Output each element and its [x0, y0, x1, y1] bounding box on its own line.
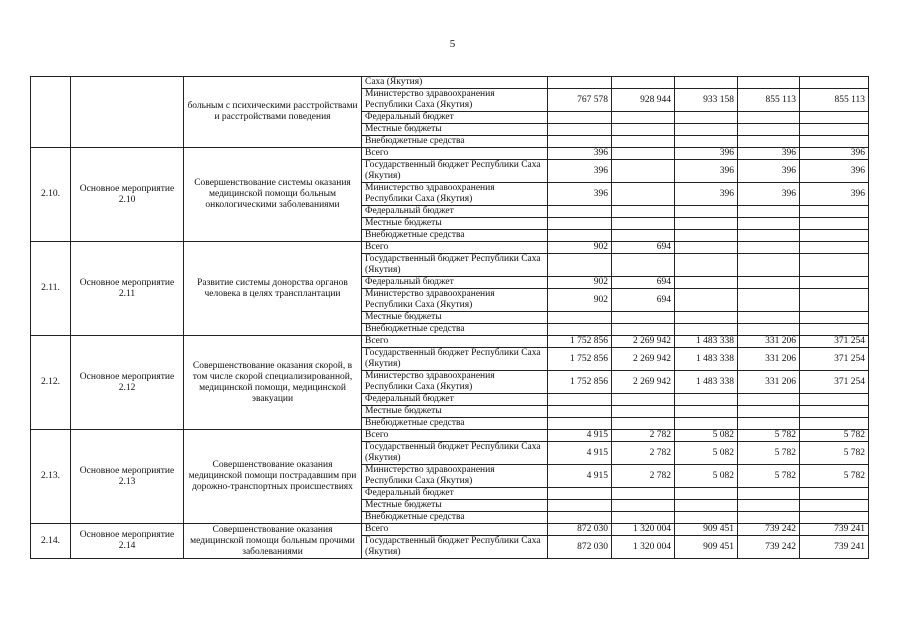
amount-cell: 396 — [675, 183, 738, 206]
block-description: Совершенствование оказания медицинской помощи пострадавшим при дорожно-транспортных происшествиях — [184, 430, 362, 524]
amount-cell — [612, 124, 675, 136]
amount-cell: 909 451 — [675, 536, 738, 559]
amount-cell — [738, 289, 800, 312]
amount-cell — [612, 183, 675, 206]
amount-cell — [675, 254, 738, 277]
amount-cell: 928 944 — [612, 89, 675, 112]
table-row — [31, 148, 869, 160]
amount-cell — [675, 124, 738, 136]
amount-cell — [612, 406, 675, 418]
amount-cell: 396 — [738, 160, 800, 183]
amount-cell — [612, 488, 675, 500]
amount-cell — [800, 112, 869, 124]
block-event: Основное мероприятие 2.14 — [71, 524, 184, 559]
amount-cell — [548, 206, 612, 218]
amount-cell: 855 113 — [800, 89, 869, 112]
amount-cell — [800, 418, 869, 430]
amount-cell: 4 915 — [548, 442, 612, 465]
block-number — [31, 77, 71, 148]
amount-cell — [612, 312, 675, 324]
block-number: 2.10. — [31, 148, 71, 242]
amount-cell: 2 269 942 — [612, 336, 675, 348]
amount-cell — [548, 418, 612, 430]
funding-source: Местные бюджеты — [362, 500, 548, 512]
block-number: 2.13. — [31, 430, 71, 524]
amount-cell: 694 — [612, 277, 675, 289]
amount-cell — [800, 488, 869, 500]
amount-cell — [612, 148, 675, 160]
funding-source: Федеральный бюджет — [362, 488, 548, 500]
amount-cell — [800, 230, 869, 242]
amount-cell — [548, 230, 612, 242]
amount-cell: 2 782 — [612, 465, 675, 488]
amount-cell — [738, 512, 800, 524]
amount-cell: 371 254 — [800, 371, 869, 394]
funding-source: Министерство здравоохранения Республики Саха (Якутия) — [362, 183, 548, 206]
amount-cell: 872 030 — [548, 536, 612, 559]
amount-cell — [612, 230, 675, 242]
funding-source: Всего — [362, 336, 548, 348]
amount-cell — [548, 500, 612, 512]
amount-cell — [738, 500, 800, 512]
amount-cell — [675, 206, 738, 218]
amount-cell — [738, 394, 800, 406]
amount-cell — [738, 254, 800, 277]
funding-source: Государственный бюджет Республики Саха (Якутия) — [362, 348, 548, 371]
amount-cell: 902 — [548, 289, 612, 312]
amount-cell — [800, 242, 869, 254]
amount-cell — [612, 500, 675, 512]
amount-cell — [800, 206, 869, 218]
amount-cell: 4 915 — [548, 430, 612, 442]
amount-cell — [675, 500, 738, 512]
funding-source: Внебюджетные средства — [362, 418, 548, 430]
amount-cell: 5 782 — [738, 442, 800, 465]
funding-source: Федеральный бюджет — [362, 394, 548, 406]
amount-cell — [612, 136, 675, 148]
amount-cell — [612, 254, 675, 277]
amount-cell: 396 — [675, 148, 738, 160]
amount-cell: 396 — [548, 160, 612, 183]
amount-cell: 767 578 — [548, 89, 612, 112]
amount-cell — [612, 512, 675, 524]
funding-source: Внебюджетные средства — [362, 230, 548, 242]
amount-cell — [800, 254, 869, 277]
amount-cell — [800, 77, 869, 89]
amount-cell: 396 — [548, 148, 612, 160]
funding-source: Государственный бюджет Республики Саха (Якутия) — [362, 160, 548, 183]
funding-source: Местные бюджеты — [362, 406, 548, 418]
amount-cell — [738, 77, 800, 89]
amount-cell: 739 241 — [800, 524, 869, 536]
amount-cell: 1 483 338 — [675, 348, 738, 371]
amount-cell — [675, 136, 738, 148]
amount-cell: 909 451 — [675, 524, 738, 536]
amount-cell: 1 752 856 — [548, 336, 612, 348]
amount-cell — [738, 230, 800, 242]
amount-cell — [800, 406, 869, 418]
amount-cell — [738, 136, 800, 148]
funding-source: Всего — [362, 148, 548, 160]
amount-cell: 933 158 — [675, 89, 738, 112]
amount-cell: 331 206 — [738, 348, 800, 371]
amount-cell: 5 082 — [675, 430, 738, 442]
amount-cell — [548, 218, 612, 230]
amount-cell: 396 — [738, 183, 800, 206]
block-description: Совершенствование оказания медицинской помощи больным прочими заболеваниями — [184, 524, 362, 559]
amount-cell: 1 752 856 — [548, 371, 612, 394]
amount-cell: 739 242 — [738, 524, 800, 536]
amount-cell: 1 320 004 — [612, 536, 675, 559]
page-number: 5 — [449, 38, 456, 50]
table-row — [31, 430, 869, 442]
block-description: Совершенствование оказания скорой, в том числе скорой специализированной, медицинской помощи, медицинской эвакуации — [184, 336, 362, 430]
funding-source: Внебюджетные средства — [362, 136, 548, 148]
amount-cell — [800, 312, 869, 324]
amount-cell — [675, 277, 738, 289]
amount-cell — [675, 324, 738, 336]
amount-cell: 396 — [675, 160, 738, 183]
amount-cell — [612, 77, 675, 89]
amount-cell — [738, 406, 800, 418]
amount-cell — [675, 394, 738, 406]
amount-cell — [548, 112, 612, 124]
amount-cell — [612, 418, 675, 430]
amount-cell — [800, 136, 869, 148]
amount-cell — [800, 512, 869, 524]
amount-cell: 5 082 — [675, 442, 738, 465]
amount-cell — [548, 77, 612, 89]
amount-cell — [800, 124, 869, 136]
amount-cell — [675, 488, 738, 500]
amount-cell: 5 782 — [800, 430, 869, 442]
amount-cell: 2 269 942 — [612, 371, 675, 394]
amount-cell — [675, 242, 738, 254]
amount-cell — [548, 312, 612, 324]
funding-source: Министерство здравоохранения Республики Саха (Якутия) — [362, 371, 548, 394]
amount-cell: 1 752 856 — [548, 348, 612, 371]
funding-source: Государственный бюджет Республики Саха (Якутия) — [362, 442, 548, 465]
amount-cell: 331 206 — [738, 371, 800, 394]
amount-cell — [675, 512, 738, 524]
amount-cell — [612, 218, 675, 230]
funding-source: Саха (Якутия) — [362, 77, 548, 89]
amount-cell — [548, 394, 612, 406]
block-event — [71, 77, 184, 148]
amount-cell — [675, 406, 738, 418]
amount-cell — [548, 136, 612, 148]
amount-cell — [738, 418, 800, 430]
block-event: Основное мероприятие 2.12 — [71, 336, 184, 430]
amount-cell — [675, 418, 738, 430]
amount-cell: 396 — [800, 160, 869, 183]
amount-cell — [738, 112, 800, 124]
amount-cell — [738, 324, 800, 336]
amount-cell — [612, 324, 675, 336]
amount-cell: 331 206 — [738, 336, 800, 348]
amount-cell — [738, 218, 800, 230]
amount-cell: 396 — [738, 148, 800, 160]
amount-cell — [800, 324, 869, 336]
amount-cell: 371 254 — [800, 348, 869, 371]
amount-cell: 396 — [800, 148, 869, 160]
amount-cell — [548, 488, 612, 500]
amount-cell — [548, 124, 612, 136]
block-description: Развитие системы донорства органов человека в целях трансплантации — [184, 242, 362, 336]
block-description: больным с психическими расстройствами и расстройствами поведения — [184, 77, 362, 148]
table-row — [31, 77, 869, 89]
amount-cell: 1 483 338 — [675, 371, 738, 394]
amount-cell — [548, 406, 612, 418]
amount-cell — [612, 112, 675, 124]
funding-source: Федеральный бюджет — [362, 112, 548, 124]
amount-cell: 739 241 — [800, 536, 869, 559]
block-event: Основное мероприятие 2.11 — [71, 242, 184, 336]
amount-cell: 902 — [548, 242, 612, 254]
amount-cell — [738, 206, 800, 218]
block-description: Совершенствование системы оказания медицинской помощи больным онкологическими заболеваниями — [184, 148, 362, 242]
amount-cell: 4 915 — [548, 465, 612, 488]
table-row — [31, 524, 869, 536]
funding-source: Всего — [362, 242, 548, 254]
funding-source: Министерство здравоохранения Республики Саха (Якутия) — [362, 89, 548, 112]
amount-cell — [548, 254, 612, 277]
amount-cell: 2 269 942 — [612, 348, 675, 371]
amount-cell: 855 113 — [738, 89, 800, 112]
funding-source: Федеральный бюджет — [362, 277, 548, 289]
amount-cell: 1 483 338 — [675, 336, 738, 348]
block-number: 2.14. — [31, 524, 71, 559]
amount-cell — [548, 512, 612, 524]
amount-cell — [675, 218, 738, 230]
funding-source: Государственный бюджет Республики Саха (Якутия) — [362, 254, 548, 277]
amount-cell — [738, 242, 800, 254]
funding-source: Внебюджетные средства — [362, 324, 548, 336]
amount-cell: 694 — [612, 242, 675, 254]
amount-cell — [675, 289, 738, 312]
amount-cell: 739 242 — [738, 536, 800, 559]
funding-source: Всего — [362, 524, 548, 536]
funding-source: Местные бюджеты — [362, 218, 548, 230]
funding-source: Государственный бюджет Республики Саха (Якутия) — [362, 536, 548, 559]
amount-cell — [675, 312, 738, 324]
funding-source: Местные бюджеты — [362, 312, 548, 324]
amount-cell — [800, 500, 869, 512]
funding-source: Всего — [362, 430, 548, 442]
funding-source: Внебюджетные средства — [362, 512, 548, 524]
amount-cell: 5 782 — [738, 430, 800, 442]
amount-cell — [612, 160, 675, 183]
funding-source: Федеральный бюджет — [362, 206, 548, 218]
amount-cell — [800, 218, 869, 230]
amount-cell — [612, 206, 675, 218]
amount-cell: 5 782 — [800, 465, 869, 488]
amount-cell: 694 — [612, 289, 675, 312]
amount-cell — [800, 277, 869, 289]
amount-cell: 5 782 — [800, 442, 869, 465]
table-row — [31, 242, 869, 254]
amount-cell: 5 782 — [738, 465, 800, 488]
amount-cell: 902 — [548, 277, 612, 289]
amount-cell — [800, 289, 869, 312]
amount-cell — [738, 312, 800, 324]
amount-cell — [738, 277, 800, 289]
block-event: Основное мероприятие 2.10 — [71, 148, 184, 242]
amount-cell — [675, 230, 738, 242]
table-row — [31, 336, 869, 348]
amount-cell — [738, 488, 800, 500]
amount-cell: 396 — [800, 183, 869, 206]
amount-cell: 2 782 — [612, 442, 675, 465]
block-event: Основное мероприятие 2.13 — [71, 430, 184, 524]
funding-source: Министерство здравоохранения Республики Саха (Якутия) — [362, 465, 548, 488]
budget-table — [30, 76, 869, 559]
amount-cell: 396 — [548, 183, 612, 206]
amount-cell: 5 082 — [675, 465, 738, 488]
amount-cell — [738, 124, 800, 136]
block-number: 2.12. — [31, 336, 71, 430]
funding-source: Местные бюджеты — [362, 124, 548, 136]
amount-cell — [675, 77, 738, 89]
amount-cell — [800, 394, 869, 406]
amount-cell — [548, 324, 612, 336]
block-number: 2.11. — [31, 242, 71, 336]
amount-cell: 872 030 — [548, 524, 612, 536]
funding-source: Министерство здравоохранения Республики Саха (Якутия) — [362, 289, 548, 312]
amount-cell: 371 254 — [800, 336, 869, 348]
amount-cell — [612, 394, 675, 406]
amount-cell: 2 782 — [612, 430, 675, 442]
amount-cell — [675, 112, 738, 124]
amount-cell: 1 320 004 — [612, 524, 675, 536]
